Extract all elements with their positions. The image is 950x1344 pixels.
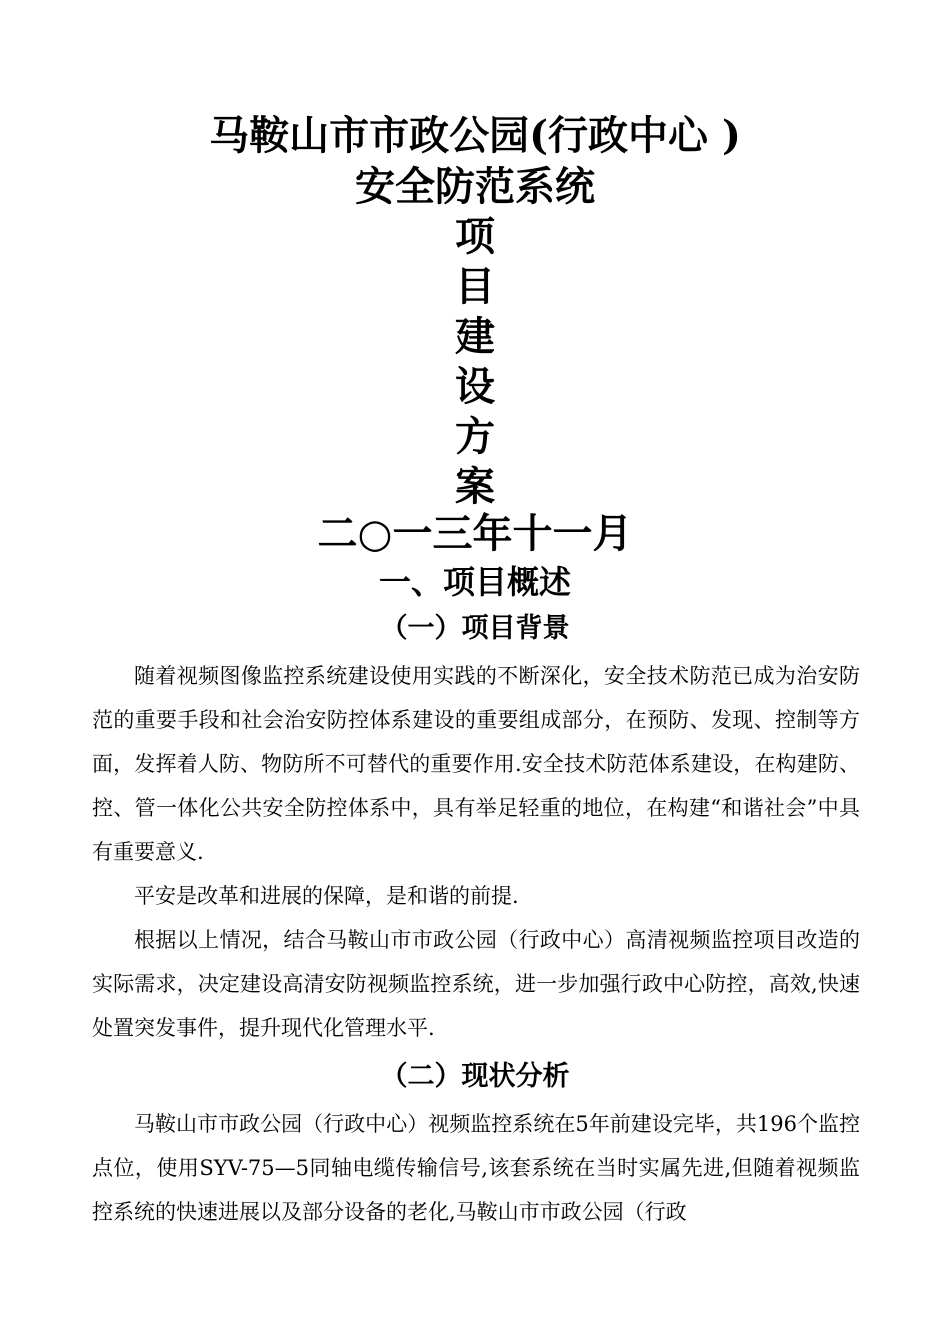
paragraph-status-1: 马鞍山市市政公园（行政中心）视频监控系统在5年前建设完毕，共196个监控点位，使用SYV-75—5同轴电缆传输信号,该套系统在当时实属先进,但随着视频监控系统的快速进展以及部分设备的老化,马鞍山市市政公园（行政 [92,1112,860,1224]
subsection-heading-background: （一）项目背景 [380,613,570,644]
vertical-title-char: 目 [455,263,495,310]
section-heading-overview: 一、项目概述 [378,563,571,601]
vertical-title-char: 建 [455,313,495,360]
document-title-line1: 马鞍山市市政公园(行政中心 ) [209,112,741,159]
document-date: 二○一三年十一月 [317,510,633,557]
vertical-title-char: 设 [455,363,495,410]
vertical-title-char: 项 [455,213,495,260]
document-title-line2: 安全防范系统 [355,163,595,210]
paragraph-background-1: 随着视频图像监控系统建设使用实践的不断深化，安全技术防范已成为治安防范的重要手段和社会治安防控体系建设的重要组成部分，在预防、发现、控制等方面，发挥着人防、物防所不可替代的重要作用.安全技术防范体系建设，在构建防、控、管一体化公共安全防控体系中，具有举足轻重的地位，在构建“和谐社会”中具有重要意义. [92,664,860,864]
paragraph-background-3: 根据以上情况，结合马鞍山市市政公园（行政中心）高清视频监控项目改造的实际需求，决定建设高清安防视频监控系统，进一步加强行政中心防控，高效,快速处置突发事件，提升现代化管理水平. [92,928,860,1040]
paragraph-background-2: 平安是改革和进展的保障，是和谐的前提. [134,884,519,908]
vertical-title-char: 案 [455,463,495,510]
subsection-heading-status: （二）现状分析 [380,1061,570,1092]
vertical-title-char: 方 [455,413,495,460]
